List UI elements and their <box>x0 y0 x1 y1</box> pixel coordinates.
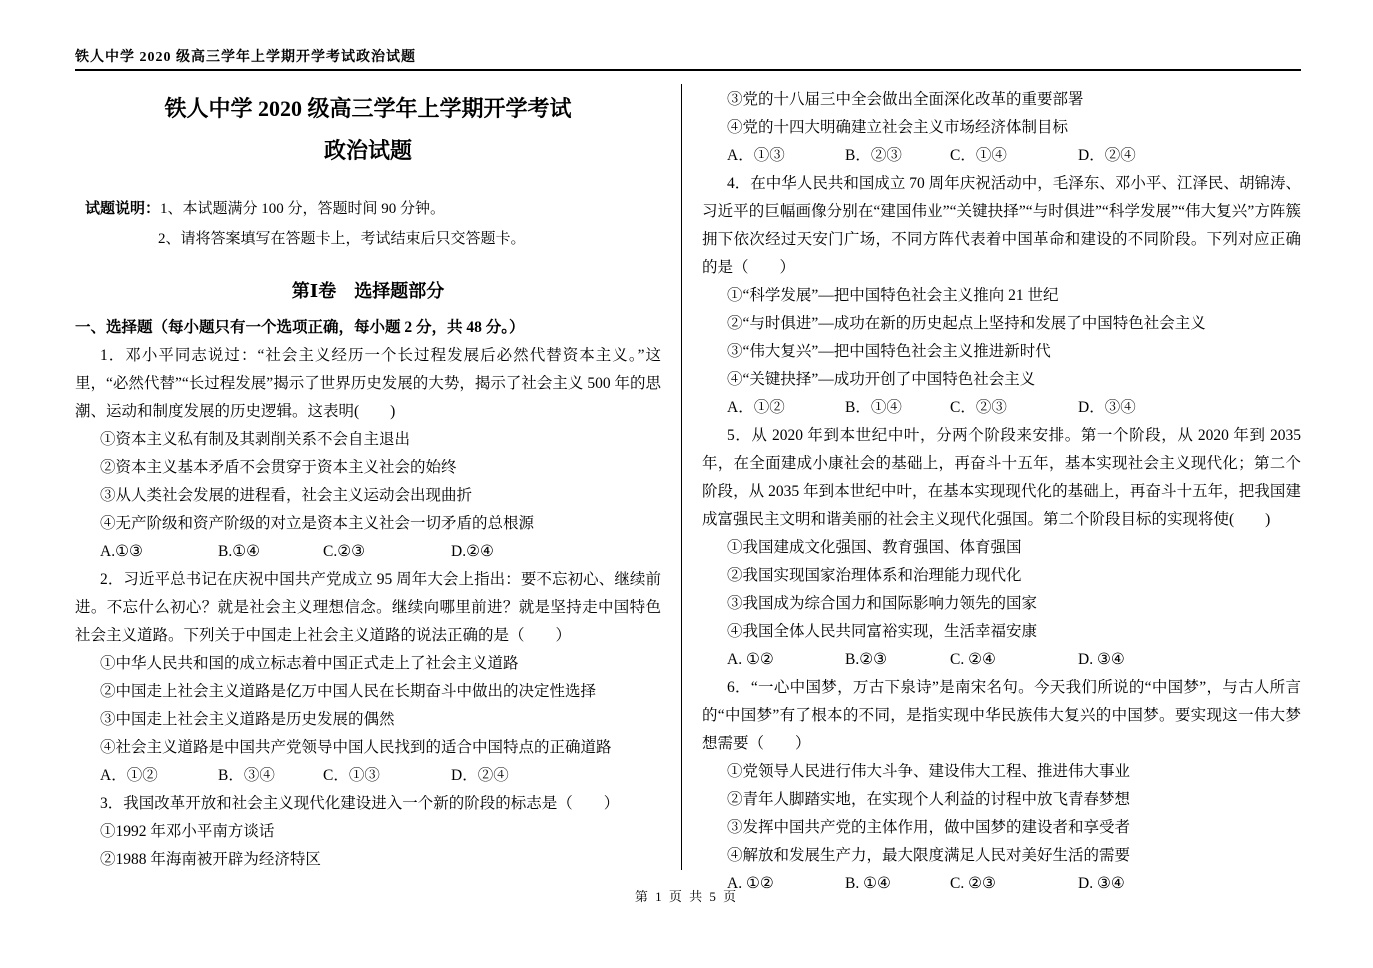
instruction-line-1 <box>85 194 661 224</box>
question-1-answers <box>75 538 661 566</box>
question-4-answers <box>702 394 1301 422</box>
question-5-option-3: ③我国成为综合国力和国际影响力领先的国家 <box>727 595 1038 612</box>
part-heading: 第Ⅰ卷 选择题部分 <box>291 281 445 301</box>
question-4-answer-c: C．②③ <box>950 399 1007 416</box>
question-3-stem: 3．我国改革开放和社会主义现代化建设进入一个新的阶段的标志是（ ） <box>100 795 620 812</box>
question-4-option-3: ③“伟大复兴”—把中国特色社会主义推进新时代 <box>727 343 1051 360</box>
question-2-answers <box>75 762 661 790</box>
header-rule <box>75 69 1301 71</box>
question-5-answer-a: A. ①② <box>727 651 774 668</box>
question-5-answer-d: D. ③④ <box>1078 651 1125 668</box>
question-3-answer-b: B．②③ <box>845 147 902 164</box>
running-header-text: 铁人中学 2020 级高三学年上学期开学考试政治试题 <box>75 50 416 65</box>
question-6-answer-a: A. ①② <box>727 875 774 892</box>
question-2-option-1: ①中华人民共和国的成立标志着中国正式走上了社会主义道路 <box>100 655 519 672</box>
question-3-option-3: ③党的十八届三中全会做出全面深化改革的重要部署 <box>727 91 1084 108</box>
question-5-answer-b: B.②③ <box>845 651 888 668</box>
question-5-stem: 5．从 2020 年到本世纪中叶，分两个阶段来安排。第一个阶段，从 2020 年到 2035 年，在全面建成小康社会的基础上，再奋斗十五年，基本实现社会主义现代化；第二个阶段，从 2035 年到本世纪中叶，在基本实现现代化的基础上，再奋斗十五年，把我国建成富强民主文明和谐美丽的社会主义现代化强国。第二个阶段目标的实现将使( ) <box>702 427 1301 528</box>
question-5-option-1: ①我国建成文化强国、教育强国、体育强国 <box>727 539 1022 556</box>
page-footer <box>0 886 1373 905</box>
question-5-answer-c: C. ②④ <box>950 651 996 668</box>
question-3-option-2: ②1988 年海南被开辟为经济特区 <box>100 851 321 868</box>
exam-title: 铁人中学 2020 级高三学年上学期开学考试 <box>164 96 572 121</box>
question-2-answer-c: C．①③ <box>323 767 380 784</box>
question-6-answer-c: C. ②③ <box>950 875 996 892</box>
instruction-2: 2、请将答案填写在答题卡上，考试结束后只交答题卡。 <box>158 231 526 247</box>
question-3-answer-c: C．①④ <box>950 147 1007 164</box>
question-1-option-3: ③从人类社会发展的进程看，社会主义运动会出现曲折 <box>100 487 473 504</box>
question-1-answer-c: C.②③ <box>323 543 366 560</box>
exam-instructions <box>75 194 661 254</box>
question-3-option-4: ④党的十四大明确建立社会主义市场经济体制目标 <box>727 119 1069 136</box>
question-4-answer-b: B．①④ <box>845 399 902 416</box>
question-4-answer-a: A．①② <box>727 399 785 416</box>
question-6-answer-b: B. ①④ <box>845 875 891 892</box>
section-heading: 一、选择题（每小题只有一个选项正确，每小题 2 分，共 48 分。） <box>75 319 525 336</box>
exam-subtitle: 政治试题 <box>323 138 412 163</box>
question-5-option-4: ④我国全体人民共同富裕实现，生活幸福安康 <box>727 623 1038 640</box>
page-number: 第 1 页 共 5 页 <box>634 889 739 904</box>
content-columns <box>75 80 1301 898</box>
question-1-answer-b: B.①④ <box>218 543 261 560</box>
question-3-answers <box>702 142 1301 170</box>
question-6-answer-d: D. ③④ <box>1078 875 1125 892</box>
question-1-answer-a: A.①③ <box>100 543 143 560</box>
question-2-option-3: ③中国走上社会主义道路是历史发展的偶然 <box>100 711 395 728</box>
question-4-option-1: ①“科学发展”—把中国特色社会主义推向 21 世纪 <box>727 287 1059 304</box>
question-2-answer-d: D．②④ <box>451 767 509 784</box>
question-1-answer-d: D.②④ <box>451 543 494 560</box>
question-2-option-2: ②中国走上社会主义道路是亿万中国人民在长期奋斗中做出的决定性选择 <box>100 683 597 700</box>
column-divider <box>681 84 682 870</box>
question-3-answer-d: D．②④ <box>1078 147 1136 164</box>
question-4-stem: 4．在中华人民共和国成立 70 周年庆祝活动中，毛泽东、邓小平、江泽民、胡锦涛、习近平的巨幅画像分别在“建国伟业”“关键抉择”“与时俱进”“科学发展”“伟大复兴”方阵簇拥下依次经过天安门广场，不同方阵代表着中国革命和建设的不同阶段。下列对应正确的是（ ） <box>702 175 1301 276</box>
question-5-answers <box>702 646 1301 674</box>
right-column <box>702 80 1301 898</box>
question-6-option-4: ④解放和发展生产力，最大限度满足人民对美好生活的需要 <box>727 847 1131 864</box>
question-6-stem: 6．“一心中国梦，万古下泉诗”是南宋名句。今天我们所说的“中国梦”，与古人所言的“中国梦”有了根本的不同，是指实现中华民族伟大复兴的中国梦。要实现这一伟大梦想需要（ ） <box>702 679 1301 752</box>
question-2-answer-b: B．③④ <box>218 767 275 784</box>
question-4-option-2: ②“与时俱进”—成功在新的历史起点上坚持和发展了中国特色社会主义 <box>727 315 1206 332</box>
question-1-stem: 1．邓小平同志说过：“社会主义经历一个长过程发展后必然代替资本主义。”这里，“必然代替”“长过程发展”揭示了世界历史发展的大势，揭示了社会主义 500 年的思潮、运动和制度发展的历史逻辑。这表明( ) <box>75 347 661 420</box>
instructions-label: 试题说明： <box>85 201 161 217</box>
question-6-option-1: ①党领导人民进行伟大斗争、建设伟大工程、推进伟大事业 <box>727 763 1131 780</box>
question-1-option-4: ④无产阶级和资产阶级的对立是资本主义社会一切矛盾的总根源 <box>100 515 535 532</box>
question-2-stem: 2．习近平总书记在庆祝中国共产党成立 95 周年大会上指出：要不忘初心、继续前进。不忘什么初心？就是社会主义理想信念。继续向哪里前进？就是坚持走中国特色社会主义道路。下列关于中国走上社会主义道路的说法正确的是（ ） <box>75 571 661 644</box>
question-6-option-3: ③发挥中国共产党的主体作用，做中国梦的建设者和享受者 <box>727 819 1131 836</box>
question-3-answer-a: A．①③ <box>727 147 785 164</box>
instruction-1: 1、本试题满分 100 分，答题时间 90 分钟。 <box>160 201 446 217</box>
question-3-option-1: ①1992 年邓小平南方谈话 <box>100 823 275 840</box>
question-1-option-1: ①资本主义私有制及其剥削关系不会自主退出 <box>100 431 411 448</box>
question-1-option-2: ②资本主义基本矛盾不会贯穿于资本主义社会的始终 <box>100 459 457 476</box>
question-2-option-4: ④社会主义道路是中国共产党领导中国人民找到的适合中国特点的正确道路 <box>100 739 612 756</box>
question-2-answer-a: A．①② <box>100 767 158 784</box>
running-header <box>75 46 416 66</box>
question-4-answer-d: D．③④ <box>1078 399 1136 416</box>
question-6-option-2: ②青年人脚踏实地，在实现个人利益的讨程中放飞青春梦想 <box>727 791 1131 808</box>
left-column <box>75 80 661 874</box>
question-4-option-4: ④“关键抉择”—成功开创了中国特色社会主义 <box>727 371 1036 388</box>
question-5-option-2: ②我国实现国家治理体系和治理能力现代化 <box>727 567 1022 584</box>
